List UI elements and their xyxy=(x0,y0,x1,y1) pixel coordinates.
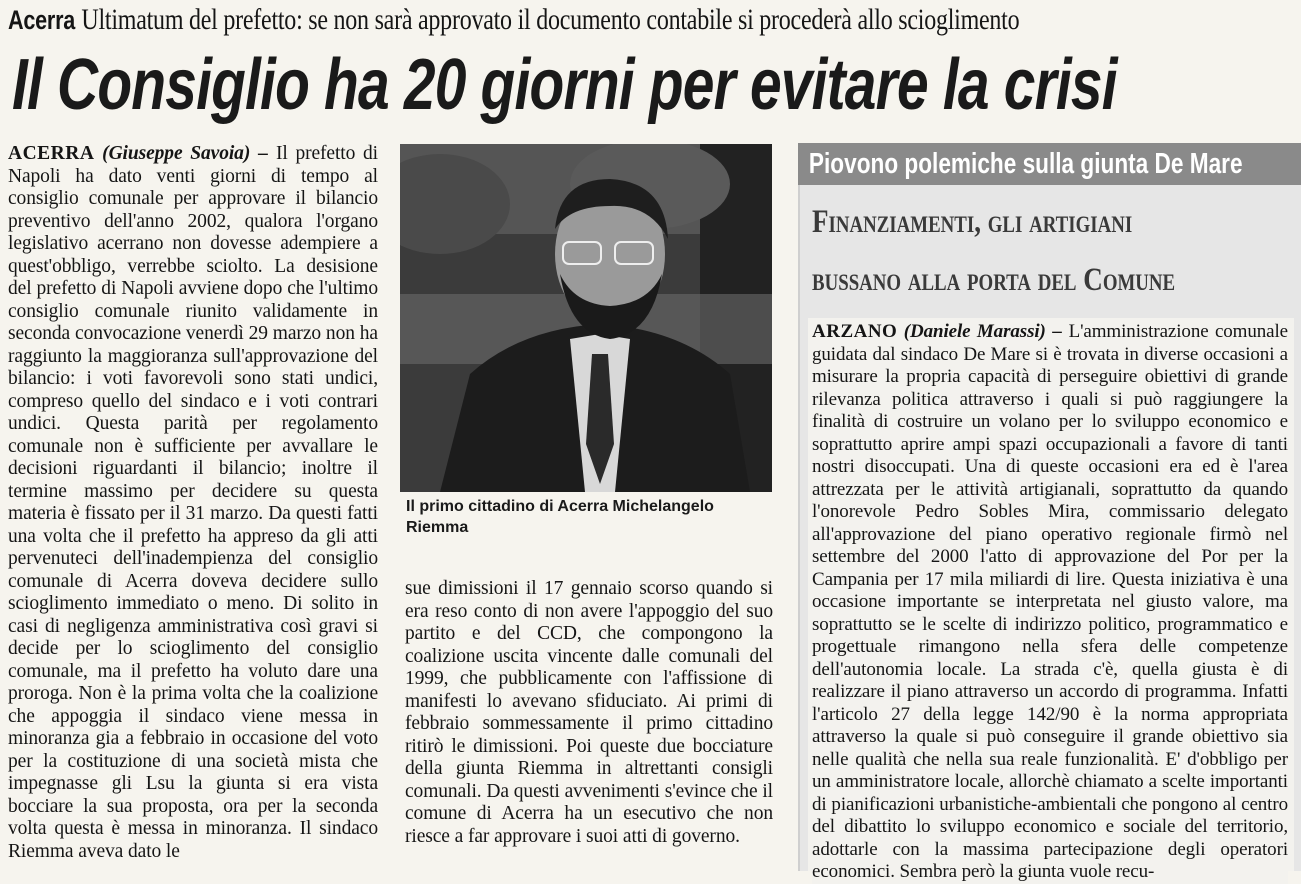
article-body-col1: Il prefetto di Napoli ha dato venti giorni di tempo al consiglio comunale per approvare il bilancio preventivo dell'anno 2002, qualora l'organo legislativo acerrano non dovesse adempiere a quest'obbligo, verrebbe sciolto. La desisione del prefetto di Napoli avviene dopo che l'ultimo consiglio comunale riunito validamente in seconda convocazione venerdì 29 marzo non ha raggiunto la maggioranza sull'approvazione del bilancio: i voti favorevoli sono stati undici, compreso quello del sindaco e i voti contrari undici. Questa parità per regolamento comunale non è sufficiente per avvallare le decisioni riguardanti il bilancio; inoltre il termine massimo per decidere su questa materia è fissato per il 31 marzo. Da questi fatti una volta che il prefetto ha appreso da gli atti pervenuteci dell'inadempienza del consiglio comunale di Acerra doveva decidere sullo scioglimento immediato o meno. Di solito in casi di negligenza amministrativa così gravi si decide per lo scioglimento del consiglio comunale, ma il prefetto ha voluto dare una proroga. Non è la prima volta che la coalizione che appoggia il sindaco viene messa in minoranza gia a febbraio in occasione del voto per la costituzione di una società mista che impegnasse gli Lsu la giunta si era vista bocciare la sua proposta, ora per la seconda volta questa è messa in minoranza. Il sindaco Riemma aveva dato le xyxy=(8,143,378,862)
sidebar-body-text: L'amministrazione comunale guidata dal sindaco De Mare si è trovata in diverse occasioni a misurare la propria capacità di perseguire obiettivi di grande rilevanza politica attraverso i quali si può raggiungere la finalità di costruire un volano per lo sviluppo economico e soprattutto aprire ampi spazi occupazionali a favore di tanti nostri disoccupati. Una di queste occasioni era ed è l'area attrezzata per le attività artigianali, soprattutto da quando l'onorevole Pedro Sobles Mira, commissario delegato all'approvazione del piano operativo regionale firmò nel settembre del 2000 l'atto di approvazione del Por per la Campania per 17 mila miliardi di lire. Questa iniziativa è una occasione importante se interpretata nel giusto valore, ma soprattutto se le scelte di indirizzo politico, programmatico e progettuale rimangono nella sfera delle competenze dell'autonomia locale. La strada c'è, quella giusta è di realizzare il piano attraverso un accordo di programma. Infatti l'articolo 27 della legge 142/90 è la norma appropriata attraverso la quale si può conseguire il grande obiettivo sia nelle qualità che nella sua reale funzionalità. E' d'obbligo per un amministratore locale, allorchè chiamato a scelte importanti di pianificazioni urbanistiche-ambientali che pongono al centro del dibattito lo sviluppo economico e sociale del territorio, adottarle con la massima partecipazione degli operatori economici. Sembra però la giunta vuole recu- xyxy=(812,321,1289,882)
kicker-text: Ultimatum del prefetto: se non sarà approvato il documento contabile si procederà allo scioglimento xyxy=(81,3,1020,36)
article-lead-place: ACERRA xyxy=(8,143,95,164)
sidebar-title-line1: Finanziamenti, gli artigiani xyxy=(812,204,1133,240)
sidebar-dash: – xyxy=(1052,321,1063,342)
article-column-2: sue dimissioni il 17 gennaio scorso quando si era reso conto di non avere l'appoggio del suo partito e del CCD, che compongono la coalizione uscita vincente dalle comunali del 1999, che pubblicamente con l'affissione di manifesti lo avevano sfiduciato. Ai primi di febbraio sommessamente il primo cittadino ritirò le dimissioni. Poi queste due bocciature della giunta Riemma in altrettanti consigli comunali. Da questi avvenimenti s'evince che il comune di Acerra ha un esecutivo che non riesce a far approvare i suoi atti di governo. xyxy=(405,578,773,847)
article-byline: (Giuseppe Savoia) xyxy=(102,143,251,164)
sidebar-title-line2: bussano alla porta del Comune xyxy=(812,262,1176,298)
sidebar-kicker-text: Piovono polemiche sulla giunta De Mare xyxy=(808,148,1243,180)
portrait-photo xyxy=(400,144,772,492)
article-kicker xyxy=(8,2,1040,38)
sidebar-title xyxy=(812,193,1297,309)
sidebar-kicker xyxy=(798,143,1301,185)
kicker-place: Acerra xyxy=(8,5,76,35)
portrait-image xyxy=(400,144,772,492)
headline: Il Consiglio ha 20 giorni per evitare la crisi xyxy=(12,45,1117,125)
sidebar-lead-place: ARZANO xyxy=(812,321,898,342)
article-dash: – xyxy=(257,143,269,164)
sidebar-byline: (Daniele Marassi) xyxy=(903,321,1046,342)
article-column-1 xyxy=(8,143,378,863)
photo-caption: Il primo cittadino di Acerra Michelangelo Riemma xyxy=(406,498,714,536)
sidebar-body xyxy=(812,321,1288,884)
